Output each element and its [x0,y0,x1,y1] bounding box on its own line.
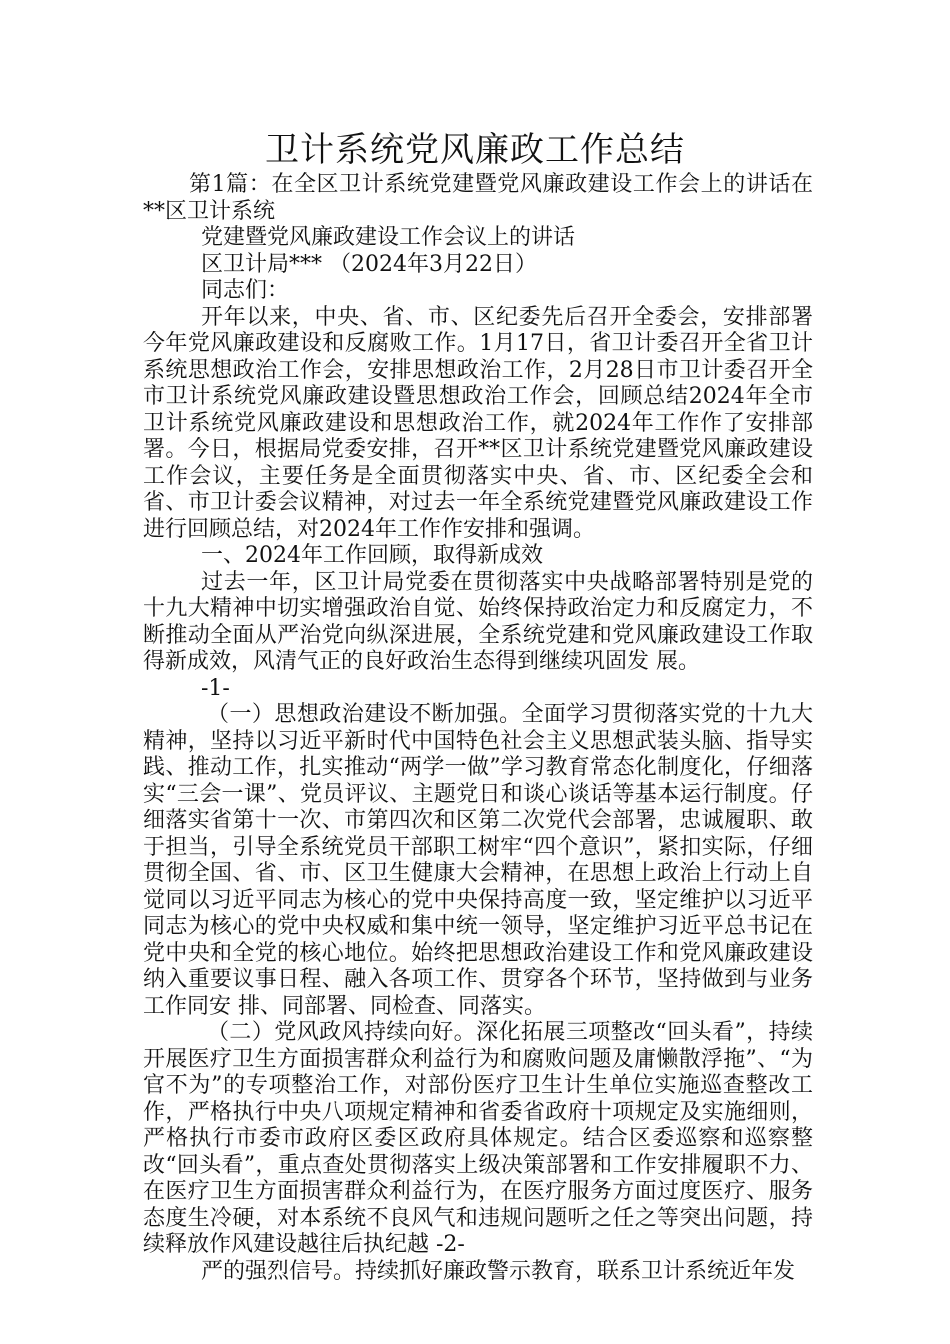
paragraph-review: 过去一年，区卫计局党委在贯彻落实中央战略部署特别是党的十九大精神中切实增强政治自觉、始终保持政治定力和反腐定力，不断推动全面从严治党向纵深进展，全系统党建和党风廉政建设工作取得新成效，风清气正的良好政治生态得到继续巩固发 展。 [143,569,813,674]
document-body [143,172,813,1285]
heading-work-review: 一、2024年工作回顾，取得新成效 [201,543,543,568]
speaker-date: 区卫计局*** （2024年3月22日） [201,251,537,277]
document-title: 卫计系统党风廉政工作总结 [265,130,685,170]
page-marker: -1- [201,675,230,701]
greeting: 同志们： [201,278,290,303]
paragraph-style: （二）党风政风持续向好。深化拓展三项整改“回头看”，持续开展医疗卫生方面损害群众利益行为和腐败问题及庸懒散浮拖”、“为官不为”的专项整治工作，对部份医疗卫生计生单位实施巡查整改工作，严格执行中央八项规定精神和省委省政府十项规定及实施细则，严格执行市委市政府区委区政府具体规定。结合区委巡察和巡察整改“回头看”，重点查处贯彻落实上级决策部署和工作安排履职不力、在医疗卫生方面损害群众利益行为，在医疗服务方面过度医疗、服务态度生冷硬，对本系统不良风气和违规问题听之任之等突出问题，持续释放作风建设越往后执纪越 -2- [143,1020,813,1257]
speech-title: 党建暨党风廉政建设工作会议上的讲话 [201,225,576,250]
paragraph-ideology: （一）思想政治建设不断加强。全面学习贯彻落实党的十九大精神，坚持以习近平新时代中国特色社会主义思想武装头脑、指导实践、推动工作，扎实推动“两学一做”学习教育常态化制度化，仔细落实“三会一课”、党员评议、主题党日和谈心谈话等基本运行制度。仔细落实省第十一次、市第四次和区第二次党代会部署，忠诚履职、敢于担当，引导全系统党员干部职工树牢“四个意识”，紧扣实际，仔细贯彻全国、省、市、区卫生健康大会精神，在思想上政治上行动上自觉同以习近平同志为核心的党中央保持高度一致，坚定维护以习近平同志为核心的党中央权威和集中统一领导，坚定维护习近平总书记在党中央和全党的核心地位。始终把思想政治建设工作和党风廉政建设纳入重要议事日程、融入各项工作、贯穿各个环节，坚持做到与业务工作同安 排、同部署、同检查、同落实。 [143,702,813,1019]
section-heading: 第1篇：在全区卫计系统党建暨党风廉政建设工作会上的讲话在**区卫计系统 [143,172,813,224]
paragraph-tail: 严的强烈信号。持续抓好廉政警示教育，联系卫计系统近年发 [201,1258,796,1284]
paragraph-intro: 开年以来，中央、省、市、区纪委先后召开全委会，安排部署今年党风廉政建设和反腐败工作。1月17日，省卫计委召开全省卫计系统思想政治工作会，安排思想政治工作，2月28日市卫计委召开全市卫计系统党风廉政建设暨思想政治工作会，回顾总结2024年全市卫计系统党风廉政建设和思想政治工作，就2024年工作作了安排部署。今日，根据局党委安排，召开**区卫计系统党建暨党风廉政建设工作会议，主要任务是全面贯彻落实中央、省、市、区纪委全会和省、市卫计委会议精神，对过去一年全系统党建暨党风廉政建设工作进行回顾总结，对2024年工作作安排和强调。 [143,304,813,542]
